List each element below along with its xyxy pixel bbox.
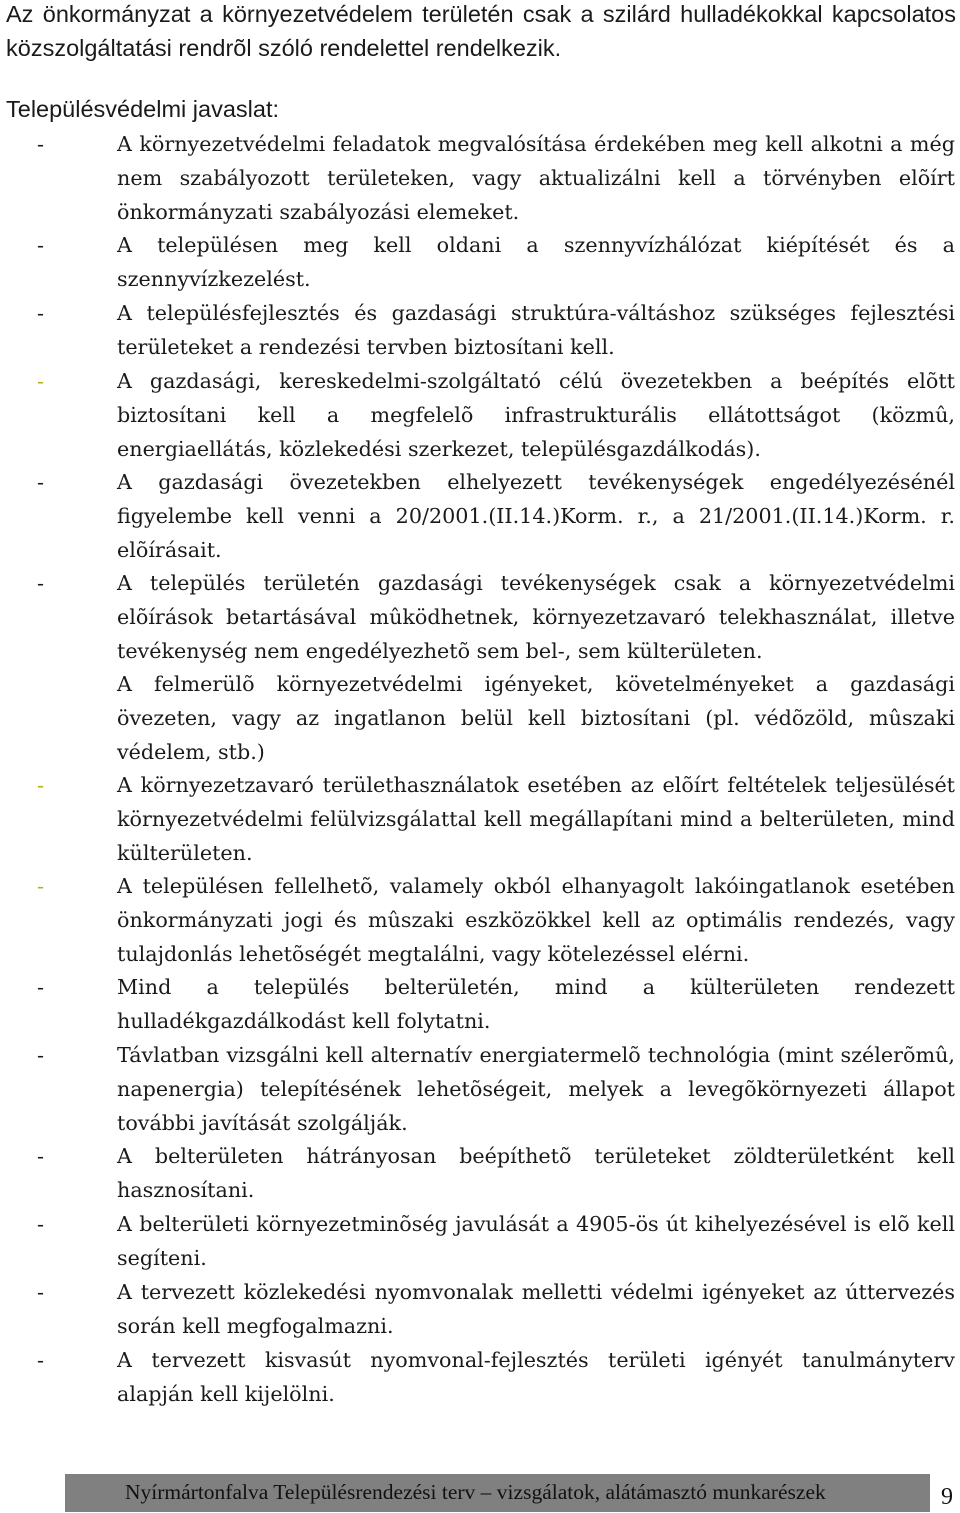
list-item [0,1039,955,1140]
list-dash: - [37,301,44,325]
list-item-continuation: A felmerülõ környezetvédelmi igényeket, követelményeket a gazdasági övezeten, vagy az ingatlanon belül kell biztosítani (pl. védõzöld, mûszaki védelem, stb.) [117,672,955,764]
list-dash: - [37,1212,44,1236]
list-dash: - [37,1043,44,1067]
list-item-text: A településfejlesztés és gazdasági struktúra-váltáshoz szükséges fejlesztési területeket a rendezési tervben biztosítani kell. [117,301,955,359]
list-item [0,1140,955,1208]
intro-paragraph: Az önkormányzat a környezetvédelem területén csak a szilárd hulladékokkal kapcsolatos közszolgáltatási rendrõl szóló rendelettel rendelkezik. [6,1,956,61]
list-item-text: A belterületen hátrányosan beépíthetõ területeket zöldterületként kell hasznosítani. [117,1144,955,1202]
list-item-text: A tervezett közlekedési nyomvonalak melletti védelmi igényeket az úttervezés során kell megfogalmazni. [117,1280,955,1338]
list-item [0,1208,955,1276]
recommendation-list [0,128,960,1412]
list-item [0,128,955,229]
list-item-text: A településen meg kell oldani a szennyvízhálózat kiépítését és a szennyvízkezelést. [117,233,955,291]
list-item-text: A település területén gazdasági tevékenységek csak a környezetvédelmi elõírások betartásával mûködhetnek, környezetzavaró telekhasználat, illetve tevékenység nem engedélyezhetõ sem bel-, sem külterületen. [117,571,955,663]
list-dash: - [37,132,44,156]
list-item-text: A gazdasági övezetekben elhelyezett tevékenységek engedélyezésénél figyelembe kell venni a 20/2001.(II.14.)Korm. r., a 21/2001.(II.14.)Korm. r. elõírásait. [117,470,955,562]
list-dash: - [37,874,44,898]
list-dash: - [37,1280,44,1304]
list-item-text: A környezetvédelmi feladatok megvalósítása érdekében meg kell alkotni a még nem szabályozott területeken, vagy aktualizálni kell a törvényben elõírt önkormányzati szabályozási elemeket. [117,132,955,224]
footer-bar [65,1474,930,1512]
list-item [0,229,955,297]
list-item-text: Mind a település belterületén, mind a külterületen rendezett hulladékgazdálkodást kell folytatni. [117,975,955,1033]
list-item [0,466,955,567]
section-heading: Településvédelmi javaslat: [6,96,280,122]
list-dash: - [37,1348,44,1372]
list-dash: - [37,369,44,393]
list-item [0,1344,955,1412]
list-item [0,870,955,971]
list-item-text: A gazdasági, kereskedelmi-szolgáltató célú övezetekben a beépítés elõtt biztosítani kell a megfelelõ infrastrukturális ellátottságot (közmû, energiaellátás, közlekedési szerkezet, településgazdálkodás). [117,369,955,461]
list-item [0,769,955,870]
list-item-text: Távlatban vizsgálni kell alternatív energiatermelõ technológia (mint szélerõmû, napenergia) telepítésének lehetõségeit, melyek a levegõkörnyezeti állapot további javítását szolgálják. [117,1043,955,1135]
list-dash: - [37,1144,44,1168]
list-dash: - [37,470,44,494]
list-item-text: A tervezett kisvasút nyomvonal-fejlesztés területi igényét tanulmányterv alapján kell kijelölni. [117,1348,955,1406]
list-item [0,567,955,769]
list-item [0,365,955,466]
list-item-text: A környezetzavaró területhasználatok esetében az elõírt feltételek teljesülését környezetvédelmi felülvizsgálattal kell megállapítani mind a belterületen, mind külterületen. [117,773,955,865]
list-dash: - [37,233,44,257]
list-dash: - [37,773,44,797]
list-item [0,971,955,1039]
page-number: 9 [941,1484,953,1510]
list-item-text: A településen fellelhetõ, valamely okból elhanyagolt lakóingatlanok esetében önkormányzati jogi és mûszaki eszközökkel kell az optimális rendezés, vagy tulajdonlás lehetõségét megtalálni, vagy kötelezéssel elérni. [117,874,955,966]
list-item [0,1276,955,1344]
list-item-text: A belterületi környezetminõség javulását a 4905-ös út kihelyezésével is elõ kell segíteni. [117,1212,955,1270]
list-dash: - [37,571,44,595]
footer-title: Nyírmártonfalva Településrendezési terv – vizsgálatok, alátámasztó munkarészek [125,1480,826,1504]
list-item [0,297,955,365]
list-dash: - [37,975,44,999]
